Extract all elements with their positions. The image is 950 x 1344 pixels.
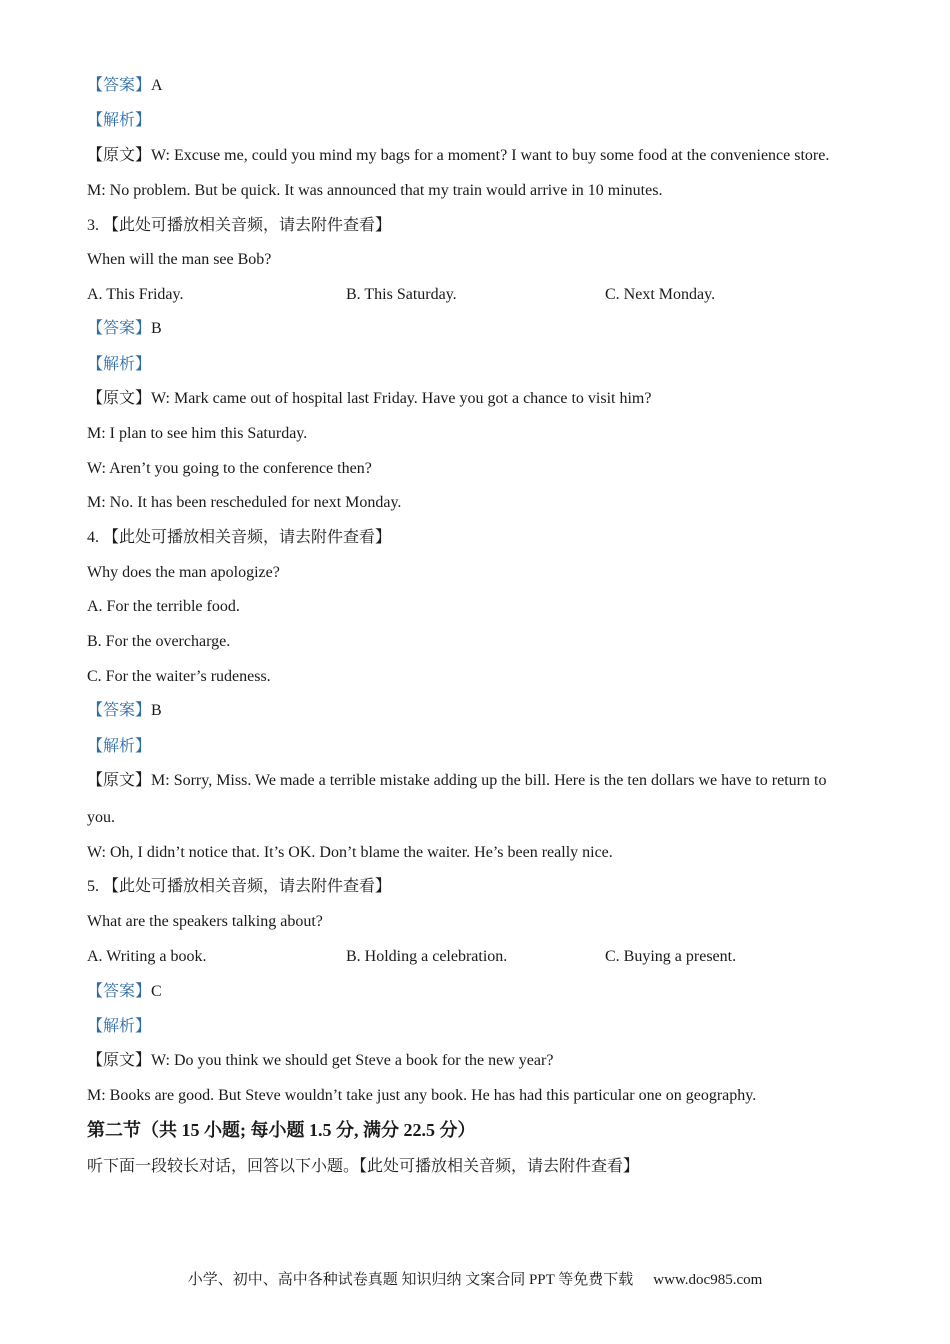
transcript-text: W: Mark came out of hospital last Friday. Have you got a chance to visit him?	[151, 390, 652, 407]
transcript-text: M: No problem. But be quick. It was announced that my train would arrive in 10 minutes.	[87, 182, 663, 199]
transcript-tag: 【原文】	[87, 390, 152, 407]
footer-url[interactable]: www.doc985.com	[653, 1272, 763, 1288]
transcript-tag: 【原文】	[87, 1052, 152, 1069]
analysis-tag: 【解析】	[87, 1018, 152, 1035]
transcript-text: M: I plan to see him this Saturday.	[87, 425, 308, 442]
analysis-tag: 【解析】	[87, 112, 152, 129]
transcript-text: M: Sorry, Miss. We made a terrible mistake adding up the bill. Here is the ten dollars we have to return to	[151, 772, 827, 789]
transcript-line	[87, 1051, 553, 1071]
transcript-text: you.	[87, 809, 115, 826]
transcript-line	[87, 771, 826, 791]
footer-text: 小学、初中、高中各种试卷真题 知识归纳 文案合同 PPT 等免费下载	[187, 1272, 634, 1288]
option-c: C. Next Monday.	[605, 286, 716, 303]
transcript-text: W: Oh, I didn’t notice that. It’s OK. Don’t blame the waiter. He’s been really nice.	[87, 844, 613, 861]
answer-line	[87, 982, 162, 1002]
question-header: 4. 【此处可播放相关音频，请去附件查看】	[87, 529, 392, 546]
analysis-tag: 【解析】	[87, 738, 152, 755]
answer-value: B	[151, 702, 162, 719]
answer-tag: 【答案】	[87, 702, 152, 719]
transcript-text: W: Excuse me, could you mind my bags for a moment? I want to buy some food at the convenience store.	[151, 147, 830, 164]
answer-value: C	[151, 983, 162, 1000]
option-b: B. For the overcharge.	[87, 633, 231, 650]
option-a: A. This Friday.	[87, 286, 184, 303]
section-intro: 听下面一段较长对话，回答以下小题。【此处可播放相关音频，请去附件查看】	[87, 1158, 640, 1175]
question-text: What are the speakers talking about?	[87, 913, 323, 930]
question-text: Why does the man apologize?	[87, 564, 280, 581]
transcript-text: W: Do you think we should get Steve a book for the new year?	[151, 1052, 554, 1069]
option-c: C. Buying a present.	[605, 948, 737, 965]
question-text: When will the man see Bob?	[87, 251, 272, 268]
analysis-tag: 【解析】	[87, 356, 152, 373]
answer-value: B	[151, 320, 162, 337]
transcript-line	[87, 389, 651, 409]
question-header: 3. 【此处可播放相关音频，请去附件查看】	[87, 217, 392, 234]
transcript-tag: 【原文】	[87, 772, 152, 789]
transcript-text: M: No. It has been rescheduled for next Monday.	[87, 494, 402, 511]
transcript-text: M: Books are good. But Steve wouldn’t take just any book. He has had this particular one on geography.	[87, 1087, 757, 1104]
section-title: 第二节（共 15 小题; 每小题 1.5 分, 满分 22.5 分）	[87, 1120, 476, 1140]
option-b: B. Holding a celebration.	[346, 948, 508, 965]
transcript-line	[87, 146, 829, 166]
answer-line	[87, 319, 162, 339]
answer-line	[87, 701, 162, 721]
answer-line	[87, 76, 163, 96]
option-c: C. For the waiter’s rudeness.	[87, 668, 271, 685]
answer-tag: 【答案】	[87, 77, 152, 94]
option-b: B. This Saturday.	[346, 286, 457, 303]
answer-value: A	[151, 77, 163, 94]
answer-tag: 【答案】	[87, 320, 152, 337]
page-footer	[0, 1270, 950, 1290]
option-a: A. For the terrible food.	[87, 598, 240, 615]
answer-tag: 【答案】	[87, 983, 152, 1000]
transcript-text: W: Aren’t you going to the conference then?	[87, 460, 372, 477]
transcript-tag: 【原文】	[87, 147, 152, 164]
question-header: 5. 【此处可播放相关音频，请去附件查看】	[87, 878, 392, 895]
option-a: A. Writing a book.	[87, 948, 207, 965]
